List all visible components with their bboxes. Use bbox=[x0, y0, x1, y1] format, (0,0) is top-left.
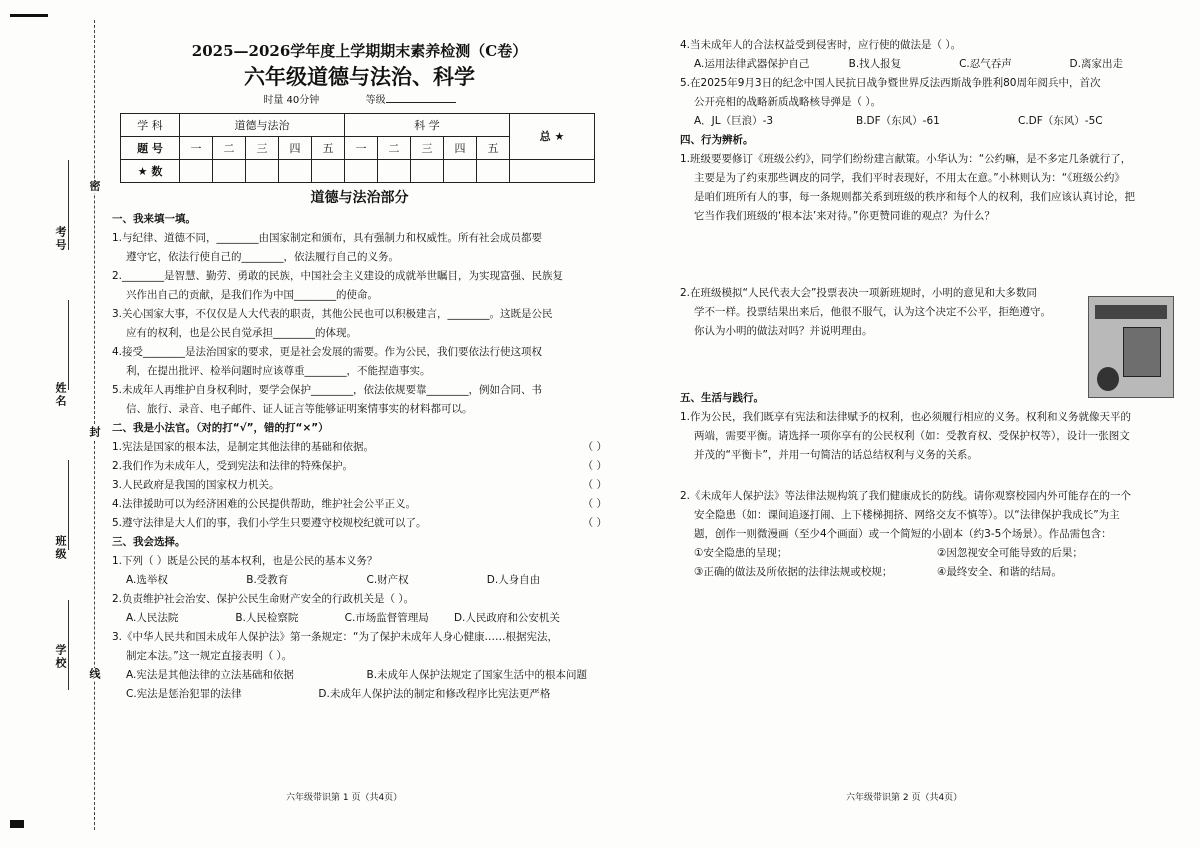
exam-subject-title: 六年级道德与法治、科学 bbox=[244, 64, 475, 89]
score-cell bbox=[444, 160, 477, 183]
question-text: 2.负责维护社会治安、保护公民生命财产安全的行政机关是（ ）。 bbox=[112, 593, 415, 605]
number-cell: 四 bbox=[444, 137, 477, 160]
school-line bbox=[68, 600, 69, 690]
option: C.忍气吞声 bbox=[959, 58, 1012, 70]
exam-title: 2025—2026学年度上学期期末素养检测（C卷） bbox=[191, 42, 528, 60]
number-cell: 一 bbox=[345, 137, 378, 160]
number-cell: 三 bbox=[411, 137, 444, 160]
number-cell: 一 bbox=[180, 137, 213, 160]
subject-label: 学 科 bbox=[121, 114, 180, 137]
question-text: 5.在2025年9月3日的纪念中国人民抗日战争暨世界反法西斯战争胜利80周年阅兵中，首次 bbox=[680, 77, 1101, 89]
part3-title: 三、我会选择。 bbox=[112, 536, 186, 548]
question-text: 3.《中华人民共和国未成年人保护法》第一条规定：“为了保护未成年人身心健康……根据宪法， bbox=[112, 631, 558, 643]
option: B.受教育 bbox=[246, 574, 289, 586]
question-text: 你认为小明的做法对吗？并说明理由。 bbox=[694, 325, 873, 337]
question-text: 题，创作一则微漫画（至少4个画面）或一个简短的小剧本（约3-5个场景）。作品需包含： bbox=[694, 528, 1112, 540]
question-with-image bbox=[680, 284, 1070, 341]
number-cell: 四 bbox=[279, 137, 312, 160]
question-text: 公开亮相的战略新质战略核导弹是（ ）。 bbox=[694, 96, 882, 108]
question-text: 遵守它，依法行使自己的________，依法履行自己的义务。 bbox=[126, 251, 399, 263]
option: C.宪法是惩治犯罪的法律 bbox=[126, 688, 242, 700]
question-text: 主要是为了约束那些调皮的同学，我们平时表现好，不用太在意。”小林则认为：“《班级公约》 bbox=[694, 172, 1125, 184]
question-text: 5.未成年人再维护自身权利时，要学会保护________，依法依规要靠________，例如合同、书 bbox=[112, 384, 543, 396]
score-table bbox=[120, 113, 595, 183]
score-cell bbox=[345, 160, 378, 183]
answer-parens: （ ） bbox=[582, 441, 607, 453]
options-row bbox=[112, 685, 607, 704]
number-label: 题 号 bbox=[121, 137, 180, 160]
answer-space bbox=[680, 465, 1180, 487]
option: D.未成年人保护法的制定和修改程序比宪法更严格 bbox=[318, 688, 551, 700]
number-cell: 三 bbox=[246, 137, 279, 160]
options-row bbox=[112, 609, 607, 628]
stars-label: ★ 数 bbox=[121, 160, 180, 183]
exam-number-label: 考号 bbox=[54, 226, 67, 252]
score-cell bbox=[378, 160, 411, 183]
requirements-row bbox=[680, 563, 1180, 582]
seal-xian: 线 bbox=[88, 668, 101, 681]
judge-item bbox=[112, 495, 607, 514]
time-limit: 时量 40分钟 bbox=[263, 95, 320, 106]
requirements-row bbox=[680, 544, 1180, 563]
requirement-item: ①安全隐患的呈现； bbox=[694, 547, 788, 559]
name-label: 姓名 bbox=[54, 382, 67, 408]
score-cell bbox=[312, 160, 345, 183]
subject-science: 科 学 bbox=[345, 114, 510, 137]
question-text: 安全隐患（如：课间追逐打闹、上下楼梯拥挤、网络交友不慎等）。以“法律保护我成长”为主 bbox=[694, 509, 1120, 521]
class-label: 班级 bbox=[54, 535, 67, 561]
question-text: 应有的权利，也是公民自觉承担________的体现。 bbox=[126, 327, 357, 339]
question-text: 2.《未成年人保护法》等法律法规构筑了我们健康成长的防线。请你观察校园内外可能存在的一个 bbox=[680, 490, 1132, 502]
class-line bbox=[68, 460, 69, 550]
number-cell: 二 bbox=[213, 137, 246, 160]
seal-mi: 密 bbox=[88, 180, 101, 193]
exam-number-line bbox=[68, 160, 69, 250]
judge-item bbox=[112, 476, 607, 495]
question-text: 它当作我们班级的‘根本法’来对待。”你更赞同谁的观点？为什么？ bbox=[694, 210, 995, 222]
judge-item bbox=[112, 438, 607, 457]
options-row bbox=[112, 666, 607, 685]
binding-margin bbox=[0, 0, 100, 849]
answer-parens: （ ） bbox=[582, 479, 607, 491]
question-text: 2.在班级模拟“人民代表大会”投票表决一项新班规时，小明的意见和大多数同 bbox=[680, 287, 1037, 299]
answer-parens: （ ） bbox=[582, 460, 607, 472]
exam-meta bbox=[112, 92, 607, 109]
number-cell: 五 bbox=[312, 137, 345, 160]
options-row bbox=[680, 55, 1180, 74]
option: B.找人报复 bbox=[848, 58, 902, 70]
option: A.选举权 bbox=[126, 574, 168, 586]
question-text: 兴作出自己的贡献，是我们作为中国________的使命。 bbox=[126, 289, 378, 301]
judge-statement: 5.遵守法律是大人们的事，我们小学生只要遵守校规校纪就可以了。 bbox=[112, 517, 427, 529]
part4-title: 四、行为辨析。 bbox=[680, 134, 754, 146]
name-line bbox=[68, 300, 69, 390]
question-text: 4.当未成年人的合法权益受到侵害时，应行使的做法是（ ）。 bbox=[680, 39, 962, 51]
question-text: 3.关心国家大事，不仅仅是人大代表的职责，其他公民也可以积极建言，________。这既是公民 bbox=[112, 308, 553, 320]
option: C.市场监督管理局 bbox=[344, 612, 429, 624]
judge-item bbox=[112, 514, 607, 533]
question-text: 是咱们班所有人的事，每一条规则都关系到班级的秩序和每个人的权利，我们应该认真讨论，把 bbox=[694, 191, 1135, 203]
seal-feng: 封 bbox=[88, 426, 101, 439]
judge-statement: 2.我们作为未成年人，受到宪法和法律的特殊保护。 bbox=[112, 460, 354, 472]
question-text: 1.作为公民，我们既享有宪法和法律赋予的权利，也必须履行相应的义务。权利和义务就像天平的 bbox=[680, 411, 1132, 423]
option: B.DF（东风）-61 bbox=[856, 115, 940, 127]
question-text: 1.与纪律、道德不同，________由国家制定和颁布，具有强制力和权威性。所有社会成员都要 bbox=[112, 232, 543, 244]
options-row bbox=[680, 112, 1180, 131]
part5-title: 五、生活与践行。 bbox=[680, 392, 764, 404]
score-cell bbox=[213, 160, 246, 183]
answer-space bbox=[680, 226, 1180, 284]
judge-statement: 4.法律援助可以为经济困难的公民提供帮助，维护社会公平正义。 bbox=[112, 498, 417, 510]
score-cell bbox=[477, 160, 510, 183]
scan-mark-bottom bbox=[10, 820, 24, 828]
question-text: 4.接受________是法治国家的要求，更是社会发展的需要。作为公民，我们要依法行使这项权 bbox=[112, 346, 543, 358]
answer-parens: （ ） bbox=[582, 498, 607, 510]
judge-item bbox=[112, 457, 607, 476]
option: D.人身自由 bbox=[486, 574, 541, 586]
options-row bbox=[112, 571, 607, 590]
school-label: 学校 bbox=[54, 644, 67, 670]
requirement-item: ③正确的做法及所依据的法律法规或校规； bbox=[694, 566, 893, 578]
subject-moral: 道德与法治 bbox=[180, 114, 345, 137]
score-cell bbox=[279, 160, 312, 183]
score-cell bbox=[180, 160, 213, 183]
page-1 bbox=[112, 40, 607, 704]
section-title: 道德与法治部分 bbox=[310, 190, 409, 206]
option: A.人民法院 bbox=[126, 612, 179, 624]
answer-parens: （ ） bbox=[582, 517, 607, 529]
question-text: 利，在提出批评、检举问题时应该尊重________，不能捏造事实。 bbox=[126, 365, 431, 377]
voting-illustration-image bbox=[1088, 296, 1174, 398]
judge-statement: 3.人民政府是我国的国家权力机关。 bbox=[112, 479, 280, 491]
total-label: 总 ★ bbox=[510, 114, 595, 160]
page-2-footer: 六年级带识第 2 页（共4页） bbox=[846, 793, 963, 803]
page-1-footer: 六年级带识第 1 页（共4页） bbox=[286, 793, 403, 803]
question-text: 1.班级要要修订《班级公约》，同学们纷纷建言献策。小华认为：“公约嘛，是不多定几条就行了， bbox=[680, 153, 1132, 165]
option: C.DF（东风）-5C bbox=[1018, 115, 1103, 127]
option: A.宪法是其他法律的立法基础和依据 bbox=[126, 669, 294, 681]
question-text: 学不一样。投票结果出来后，他很不服气，认为这个决定不公平，拒绝遵守。 bbox=[694, 306, 1051, 318]
number-cell: 二 bbox=[378, 137, 411, 160]
part1-title: 一、我来填一填。 bbox=[112, 213, 196, 225]
option: B.人民检察院 bbox=[235, 612, 299, 624]
level-label: 等级 bbox=[365, 95, 386, 106]
scan-mark bbox=[10, 14, 48, 17]
seal-line bbox=[94, 20, 95, 830]
option: D.人民政府和公安机关 bbox=[453, 612, 560, 624]
question-text: 1.下列（ ）既是公民的基本权利，也是公民的基本义务？ bbox=[112, 555, 378, 567]
option: A．JL（巨浪）-3 bbox=[694, 115, 774, 127]
part2-title: 二、我是小法官。（对的打“√”，错的打“×”） bbox=[112, 422, 329, 434]
score-cell bbox=[246, 160, 279, 183]
score-cell bbox=[510, 160, 595, 183]
judge-statement: 1.宪法是国家的根本法，是制定其他法律的基础和依据。 bbox=[112, 441, 375, 453]
question-text: 并茂的“平衡卡”，并用一句简洁的话总结权利与义务的关系。 bbox=[694, 449, 978, 461]
option: D.离家出走 bbox=[1069, 58, 1123, 70]
number-cell: 五 bbox=[477, 137, 510, 160]
option: C.财产权 bbox=[366, 574, 409, 586]
option: A.运用法律武器保护自己 bbox=[694, 58, 810, 70]
requirement-item: ②因忽视安全可能导致的后果； bbox=[937, 547, 1083, 559]
requirement-item: ④最终安全、和谐的结局。 bbox=[937, 566, 1062, 578]
score-cell bbox=[411, 160, 444, 183]
question-text: 2.________是智慧、勤劳、勇敢的民族，中国社会主义建设的成就举世瞩目，为实现富强、民族复 bbox=[112, 270, 564, 282]
question-text: 两端，需要平衡。请选择一项你享有的公民权利（如：受教育权、受保护权等），设计一张图文 bbox=[694, 430, 1130, 442]
option: B.未成年人保护法规定了国家生活中的根本问题 bbox=[366, 669, 588, 681]
question-text: 制定本法。”这一规定直接表明（ ）。 bbox=[126, 650, 293, 662]
question-text: 信、旅行、录音、电子邮件、证人证言等能够证明案情事实的材料都可以。 bbox=[126, 403, 473, 415]
